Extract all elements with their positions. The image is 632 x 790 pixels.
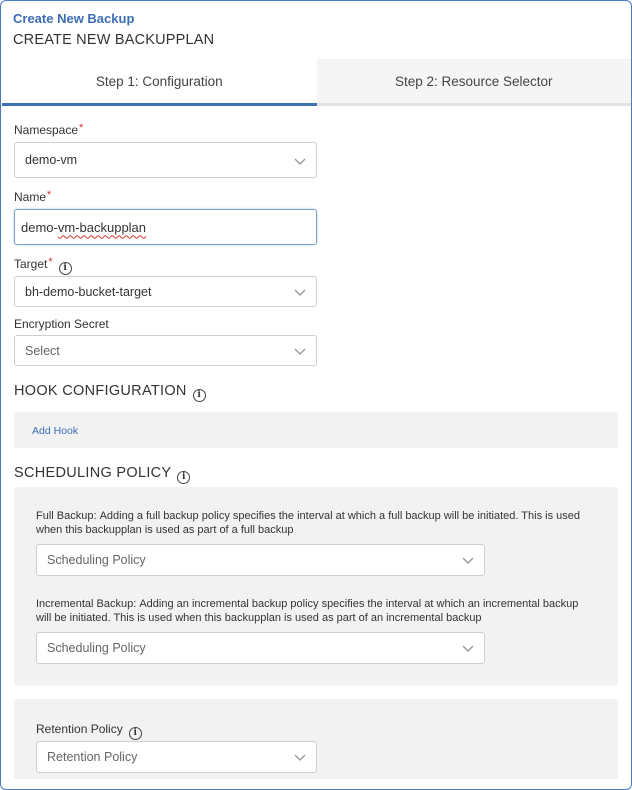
target-label-text: Target	[14, 257, 48, 271]
full-backup-desc-line2: when this backupplan is used as part of a full backup	[36, 524, 294, 536]
info-icon[interactable]: i	[193, 389, 206, 402]
namespace-label	[14, 123, 83, 137]
name-label	[14, 190, 51, 204]
chevron-down-icon	[462, 554, 474, 566]
tab-configuration[interactable]: Step 1: Configuration	[2, 59, 317, 106]
encryption-label: Encryption Secret	[14, 317, 109, 331]
namespace-label-text: Namespace	[14, 123, 79, 137]
target-label	[14, 257, 72, 275]
retention-policy-select[interactable]	[36, 741, 317, 773]
required-mark: *	[47, 189, 52, 201]
encryption-placeholder: Select	[25, 343, 60, 358]
namespace-select[interactable]	[14, 142, 317, 178]
full-backup-label: Full Backup:	[36, 510, 97, 522]
incremental-backup-description	[36, 597, 596, 625]
retention-policy-placeholder: Retention Policy	[47, 750, 138, 764]
full-backup-placeholder: Scheduling Policy	[47, 553, 146, 567]
incremental-desc-line2: will be initiated. This is used when this backupplan is used as part of an incremental backup	[36, 612, 482, 624]
chevron-down-icon	[294, 286, 306, 298]
retention-policy-label	[36, 722, 142, 740]
incremental-backup-placeholder: Scheduling Policy	[47, 641, 146, 655]
tab-resource-selector[interactable]: Step 2: Resource Selector	[317, 59, 632, 106]
full-backup-description	[36, 509, 596, 537]
scheduling-policy-title	[14, 465, 190, 484]
chevron-down-icon	[294, 155, 306, 167]
page-title: CREATE NEW BACKUPPLAN	[13, 32, 215, 48]
chevron-down-icon	[462, 642, 474, 654]
name-label-text: Name	[14, 190, 47, 204]
required-mark: *	[48, 256, 53, 268]
target-value: bh-demo-bucket-target	[25, 284, 152, 299]
chevron-down-icon	[294, 751, 306, 763]
info-icon[interactable]: i	[59, 262, 72, 275]
step-tabs	[2, 59, 631, 106]
name-input[interactable]	[14, 209, 317, 245]
incremental-backup-policy-select[interactable]	[36, 632, 485, 664]
chevron-down-icon	[294, 345, 306, 357]
target-select[interactable]	[14, 276, 317, 307]
header-subtitle: Create New Backup	[13, 11, 135, 26]
hook-section	[14, 412, 618, 448]
name-value-spellcheck: vm-backupplan	[57, 219, 147, 235]
required-mark: *	[79, 122, 84, 134]
encryption-select[interactable]	[14, 335, 317, 366]
full-backup-desc-line1: Adding a full backup policy specifies the interval at which a full backup will be initiated. This is used	[99, 510, 580, 522]
full-backup-policy-select[interactable]	[36, 544, 485, 576]
scheduling-policy-title-text: SCHEDULING POLICY	[14, 465, 172, 481]
hook-config-title-text: HOOK CONFIGURATION	[14, 383, 187, 399]
namespace-value: demo-vm	[25, 153, 78, 167]
incremental-backup-label: Incremental Backup:	[36, 598, 137, 610]
hook-config-title	[14, 383, 206, 402]
info-icon[interactable]: i	[129, 727, 142, 740]
incremental-desc-line1: Adding an incremental backup policy specifies the interval at which an incremental backup	[139, 598, 579, 610]
name-value-prefix: demo-	[21, 219, 58, 235]
retention-policy-label-text: Retention Policy	[36, 722, 123, 736]
info-icon[interactable]: i	[177, 471, 190, 484]
add-hook-link[interactable]: Add Hook	[32, 425, 79, 437]
